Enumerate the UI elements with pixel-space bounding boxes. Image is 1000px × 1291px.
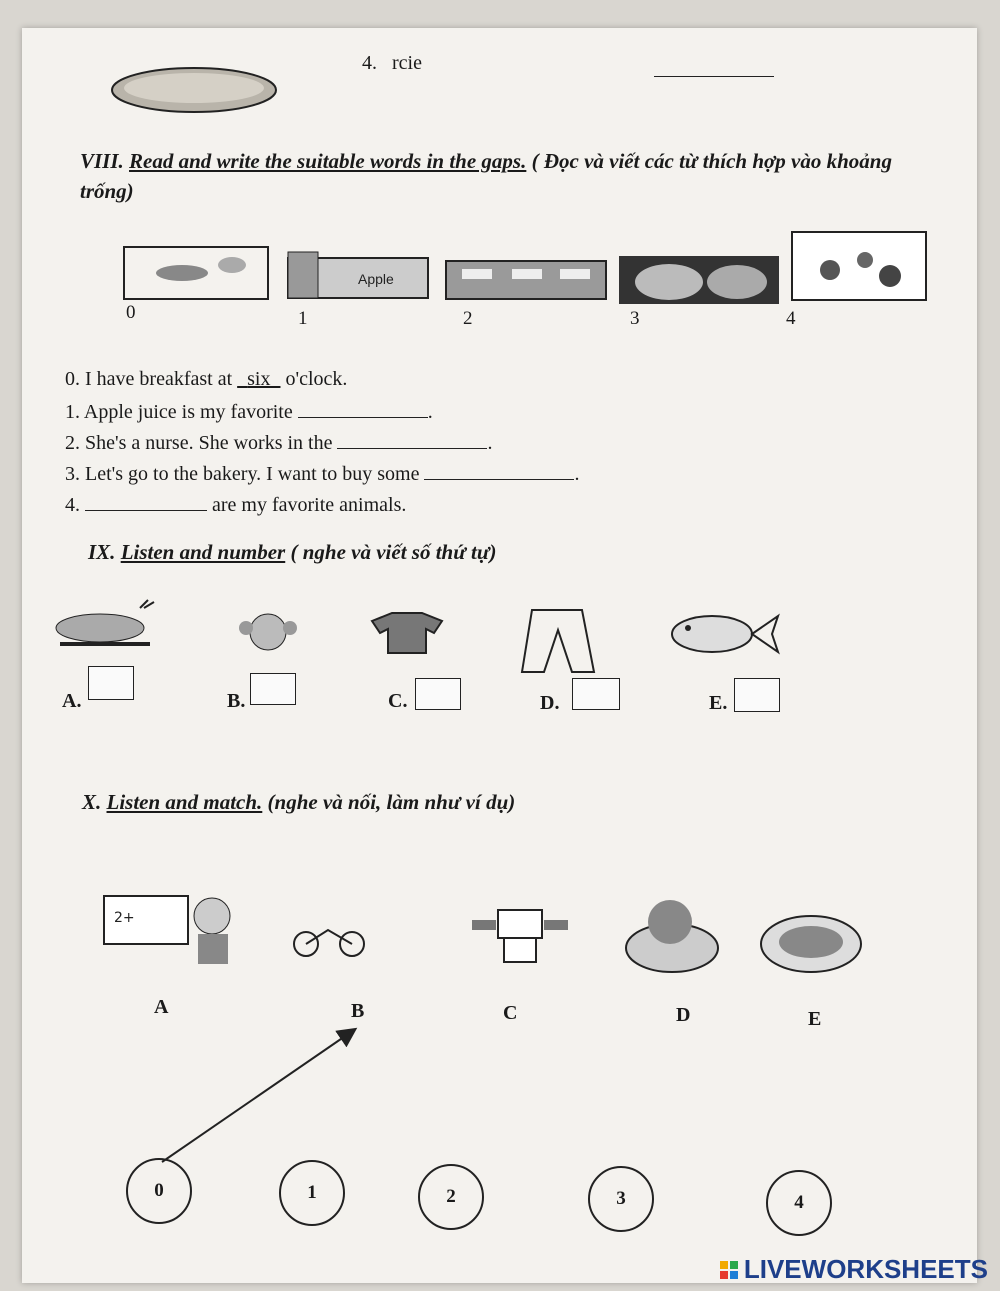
answer-box-c[interactable] [415,678,461,710]
teacher-board-image [100,888,250,968]
section-9-title-vi: ( nghe và viết số thứ tự) [290,540,497,564]
sentence-4-number: 4. [65,494,80,516]
sentence-1-text: Apple juice is my favorite [83,401,293,423]
brand-name: LIVEWORKSHEETS [743,1254,988,1284]
sentence-0-text: I have breakfast at [85,368,238,390]
sentence-0-after: o'clock. [280,368,348,390]
section-9-title-en: Listen and number [120,540,286,564]
section-10-roman: X. [82,790,102,814]
section-9-title [88,540,496,565]
picture-number-3: 3 [630,308,640,329]
match-number-4[interactable]: 4 [766,1170,832,1236]
bread-image [619,256,779,306]
label-e: E. [709,692,728,714]
sentence-3-after: . [574,463,580,485]
picture-number-0: 0 [126,302,136,323]
answer-box-e[interactable] [734,678,780,712]
match-letter-c: C [503,1002,518,1024]
top-item-word: rcie [392,52,422,74]
section-10-title [82,790,515,815]
sentence-2-text: She's a nurse. She works in the [85,432,333,454]
answer-box-a[interactable] [88,666,134,700]
sentence-1-number: 1. [65,401,80,423]
sentence-4-blank[interactable] [85,492,207,511]
match-number-0[interactable]: 0 [126,1158,192,1224]
label-d: D. [540,692,560,714]
match-letter-d: D [676,1004,691,1026]
answer-box-b[interactable] [250,673,296,705]
worksheet-page [22,28,977,1283]
section-10-title-en: Listen and match. [106,790,263,814]
chicken-plate-image [622,892,722,976]
picture-number-4: 4 [786,308,796,329]
sentence-1-after: . [427,401,433,423]
match-letter-a: A [154,996,169,1018]
example-match-arrow [122,1018,382,1168]
section-8-title-vi: ( Đọc và viết các từ thích hợp vào khoảng trống) [80,149,892,204]
plate-image [104,62,304,122]
top-item-number: 4. [362,52,377,74]
top-item [362,52,422,75]
sentence-4-after: are my favorite animals. [212,494,407,516]
trousers-image [512,606,602,676]
sentence-2-after: . [487,432,493,454]
breakfast-table-image [122,243,272,303]
sentence-0 [65,368,347,391]
top-answer-blank[interactable] [654,76,774,77]
label-c: C. [388,690,408,712]
label-a: A. [62,690,82,712]
section-8-title-en: Read and write the suitable words in the gaps. [129,149,527,173]
section-8-roman: VIII. [80,149,124,173]
animals-image [790,230,930,304]
logo-grid-icon [720,1261,738,1279]
hospital-image [442,253,612,303]
sentence-2 [65,430,492,455]
section-9-roman: IX. [88,540,116,564]
sentence-3 [65,461,579,486]
bicycle-image [280,918,380,958]
match-number-2[interactable]: 2 [418,1164,484,1230]
section-8-title [80,146,950,207]
section-10-title-vi: (nghe và nối, làm như ví dụ) [267,790,516,814]
sentence-3-number: 3. [65,463,80,485]
juice-carton-image [284,248,434,304]
reindeer-image [40,598,170,660]
picture-number-1: 1 [298,308,308,329]
match-letter-e: E [808,1008,822,1030]
picture-number-2: 2 [463,308,473,329]
sentence-1-blank[interactable] [298,399,428,418]
robot-image [464,904,574,964]
sentence-3-blank[interactable] [424,461,574,480]
fish-plate-image [756,906,866,976]
tshirt-image [362,611,452,657]
svg-text:2+: 2+ [114,910,135,926]
fish-image [664,608,784,660]
svg-text:Apple: Apple [358,271,394,287]
match-letter-b: B [351,1000,365,1022]
match-number-1[interactable]: 1 [279,1160,345,1226]
sentence-1 [65,399,433,424]
liveworksheets-logo [720,1254,988,1285]
label-b: B. [227,690,246,712]
sentence-0-answer: six [247,368,271,390]
sentence-4 [65,492,406,517]
sentence-3-text: Let's go to the bakery. I want to buy some [85,463,420,485]
sentence-2-blank[interactable] [337,430,487,449]
sentence-2-number: 2. [65,432,80,454]
answer-box-d[interactable] [572,678,620,710]
sentence-0-number: 0. [65,368,80,390]
monkey-image [218,608,318,658]
match-number-3[interactable]: 3 [588,1166,654,1232]
